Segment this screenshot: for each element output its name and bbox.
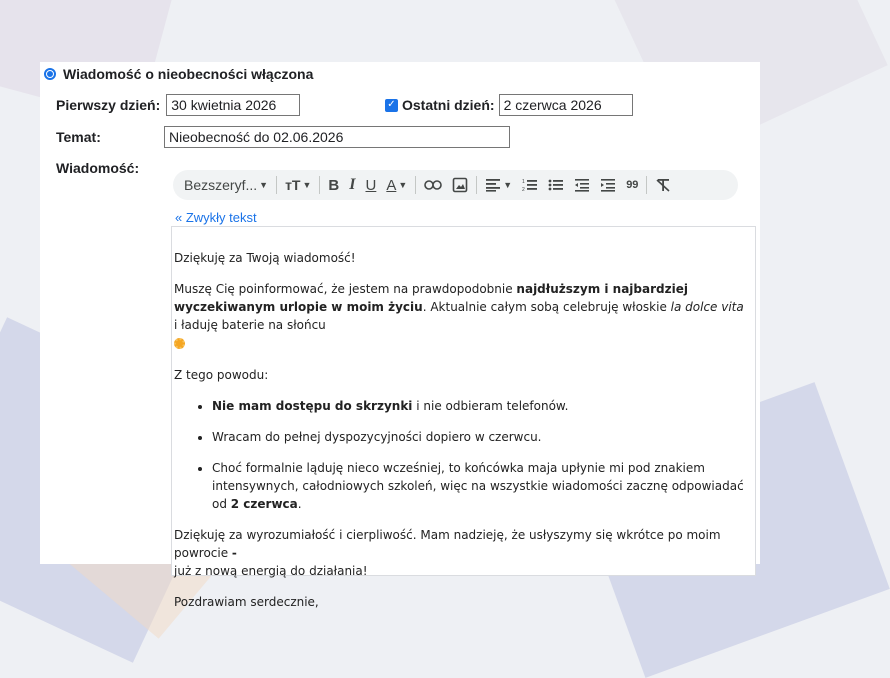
indent-more-button[interactable] bbox=[595, 173, 621, 197]
svg-text:1: 1 bbox=[522, 179, 525, 185]
subject-input[interactable] bbox=[164, 126, 510, 148]
subject-label: Temat: bbox=[56, 129, 101, 145]
toolbar-divider bbox=[646, 176, 647, 194]
link-icon bbox=[424, 179, 442, 191]
indent-more-icon bbox=[600, 178, 616, 192]
align-button[interactable] bbox=[480, 173, 517, 197]
quote-button[interactable]: 99 bbox=[626, 179, 639, 191]
text-color-button[interactable] bbox=[381, 173, 412, 197]
text-size-icon: тT bbox=[285, 177, 301, 193]
italic-button[interactable]: I bbox=[349, 176, 356, 193]
vacation-on-radio[interactable] bbox=[44, 68, 56, 80]
remove-formatting-button[interactable] bbox=[650, 173, 676, 197]
toolbar-divider bbox=[476, 176, 477, 194]
toolbar-divider bbox=[415, 176, 416, 194]
toolbar-divider bbox=[276, 176, 277, 194]
align-left-icon bbox=[485, 178, 501, 192]
formatting-toolbar bbox=[173, 170, 738, 200]
text-color-icon: A bbox=[386, 176, 397, 194]
chevron-down-icon: ▼ bbox=[398, 180, 408, 190]
underline-button[interactable]: U bbox=[365, 176, 377, 194]
message-greeting: Dziękuję za Twoją wiadomość! bbox=[174, 251, 356, 265]
vacation-responder-panel bbox=[40, 62, 760, 609]
font-family-value: Bezszeryf... bbox=[184, 177, 258, 193]
last-day-input[interactable] bbox=[499, 94, 633, 116]
image-icon bbox=[452, 177, 468, 193]
numbered-list-icon bbox=[522, 178, 538, 192]
plain-text-link[interactable]: « Zwykły tekst bbox=[175, 210, 257, 225]
first-day-label: Pierwszy dzień: bbox=[56, 97, 161, 113]
bold-button[interactable]: B bbox=[328, 176, 340, 194]
message-paragraph: Dziękuję za wyrozumiałość i cierpliwość. Mam nadzieję, że usłyszymy się wkrótce po moim powrocie - już z nową energią do działania! bbox=[174, 528, 721, 578]
indent-less-button[interactable] bbox=[569, 173, 595, 197]
chevron-down-icon: ▼ bbox=[302, 180, 312, 190]
vacation-status-label: Wiadomość o nieobecności włączona bbox=[63, 66, 314, 82]
font-family-dropdown[interactable] bbox=[179, 173, 273, 197]
message-label: Wiadomość: bbox=[56, 160, 140, 176]
list-item: • Nie mam dostępu do skrzynki i nie odbieram telefonów. bbox=[212, 397, 749, 415]
sun-emoji-icon bbox=[174, 338, 185, 349]
last-day-checkbox[interactable]: ✓ bbox=[385, 99, 398, 112]
svg-text:2: 2 bbox=[522, 187, 525, 193]
chevron-down-icon: ▼ bbox=[259, 180, 269, 190]
insert-image-button[interactable] bbox=[447, 173, 473, 197]
insert-link-button[interactable] bbox=[419, 173, 447, 197]
list-item: • Wracam do pełnej dyspozycyjności dopiero w czerwcu. bbox=[212, 428, 749, 446]
bulleted-list-icon bbox=[548, 178, 564, 192]
bulleted-list-button[interactable] bbox=[543, 173, 569, 197]
message-paragraph: Z tego powodu: bbox=[174, 368, 269, 382]
list-item: • Choć formalnie ląduję nieco wcześniej, to końcówka maja upłynie mi pod znakiem intensywnych, całodniowych szkoleń, więc na wszystkie wiadomości zacznę odpowiadać od 2 czerwca. bbox=[212, 459, 749, 513]
indent-less-icon bbox=[574, 178, 590, 192]
numbered-list-button[interactable] bbox=[517, 173, 543, 197]
message-closing: Pozdrawiam serdecznie, bbox=[174, 595, 319, 609]
last-day-label: Ostatni dzień: bbox=[402, 97, 495, 113]
font-size-button[interactable] bbox=[280, 173, 316, 197]
message-editor[interactable] bbox=[171, 226, 756, 609]
first-day-input[interactable] bbox=[166, 94, 300, 116]
vacation-on-option[interactable] bbox=[44, 66, 313, 82]
message-paragraph: Muszę Cię poinformować, że jestem na prawdopodobnie najdłuższym i najbardziej wyczekiwanym urlopie w moim życiu. Aktualnie całym sobą celebruję włoskie la dolce vita i ładuję baterie na słońcu bbox=[174, 280, 749, 352]
chevron-down-icon: ▼ bbox=[503, 180, 513, 190]
message-list bbox=[174, 397, 749, 513]
remove-formatting-icon bbox=[655, 178, 671, 192]
toolbar-divider bbox=[319, 176, 320, 194]
